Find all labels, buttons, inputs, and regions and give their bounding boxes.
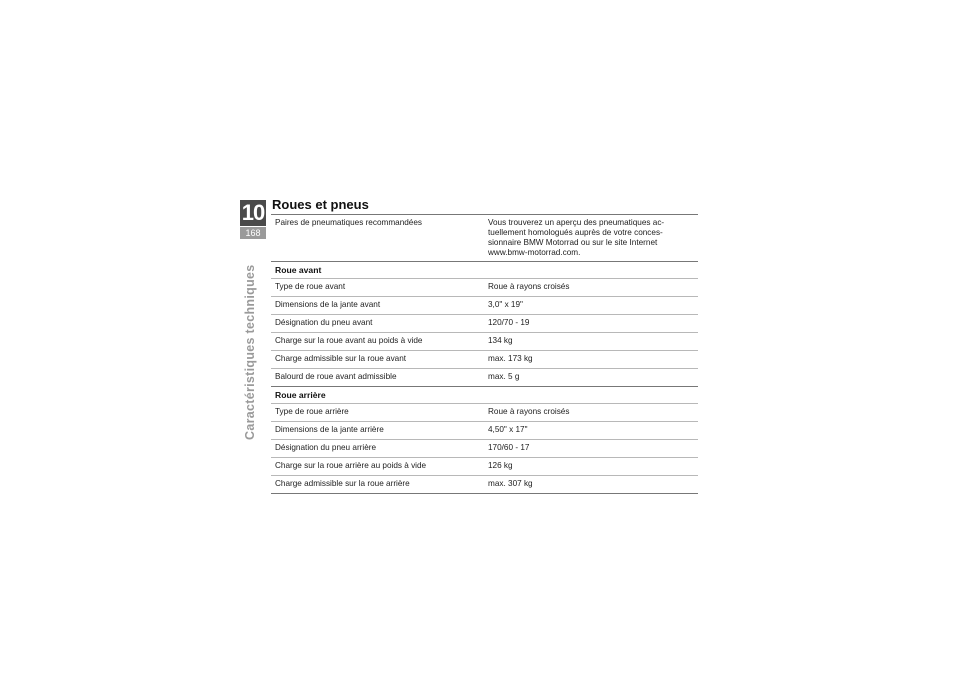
table-row: [271, 369, 698, 387]
row-value: max. 307 kg: [484, 476, 698, 494]
table-row: [271, 476, 698, 494]
table-row: [271, 315, 698, 333]
table-row: [271, 279, 698, 297]
table-row: [271, 458, 698, 476]
row-label: Paires de pneumatiques recommandées: [271, 215, 484, 262]
row-value: 170/60 - 17: [484, 440, 698, 458]
chapter-title: Caractéristiques techniques: [243, 264, 257, 440]
row-value: Roue à rayons croisés: [484, 404, 698, 422]
row-label: Désignation du pneu avant: [271, 315, 484, 333]
page-number: 168: [240, 227, 266, 239]
row-label: Balourd de roue avant admissible: [271, 369, 484, 387]
group-heading-rear: [271, 387, 698, 404]
row-label: Type de roue avant: [271, 279, 484, 297]
table-row: [271, 440, 698, 458]
group-heading-label: Roue arrière: [271, 387, 698, 404]
spec-table: [271, 214, 698, 494]
row-value: 3,0" x 19": [484, 297, 698, 315]
row-value: max. 173 kg: [484, 351, 698, 369]
row-value: 126 kg: [484, 458, 698, 476]
group-heading-front: [271, 262, 698, 279]
table-row: [271, 215, 698, 262]
row-value: max. 5 g: [484, 369, 698, 387]
row-value: Vous trouverez un aperçu des pneumatiques ac- tuellement homologués auprès de votre conces- sionnaire BMW Motorrad ou sur le site Internet www.bmw-motorrad.com.: [484, 215, 698, 262]
row-value: Roue à rayons croisés: [484, 279, 698, 297]
row-label: Charge admissible sur la roue avant: [271, 351, 484, 369]
table-row: [271, 333, 698, 351]
row-label: Désignation du pneu arrière: [271, 440, 484, 458]
row-label: Type de roue arrière: [271, 404, 484, 422]
row-value: 4,50" x 17": [484, 422, 698, 440]
row-value: 134 kg: [484, 333, 698, 351]
row-label: Dimensions de la jante arrière: [271, 422, 484, 440]
chapter-number: 10: [241, 200, 265, 225]
table-row: [271, 404, 698, 422]
row-label: Charge sur la roue avant au poids à vide: [271, 333, 484, 351]
section-title: Roues et pneus: [272, 197, 369, 212]
table-row: [271, 351, 698, 369]
chapter-tab: [240, 200, 266, 240]
row-value: 120/70 - 19: [484, 315, 698, 333]
table-row: [271, 422, 698, 440]
row-label: Dimensions de la jante avant: [271, 297, 484, 315]
row-label: Charge admissible sur la roue arrière: [271, 476, 484, 494]
group-heading-label: Roue avant: [271, 262, 698, 279]
row-label: Charge sur la roue arrière au poids à vide: [271, 458, 484, 476]
table-row: [271, 297, 698, 315]
